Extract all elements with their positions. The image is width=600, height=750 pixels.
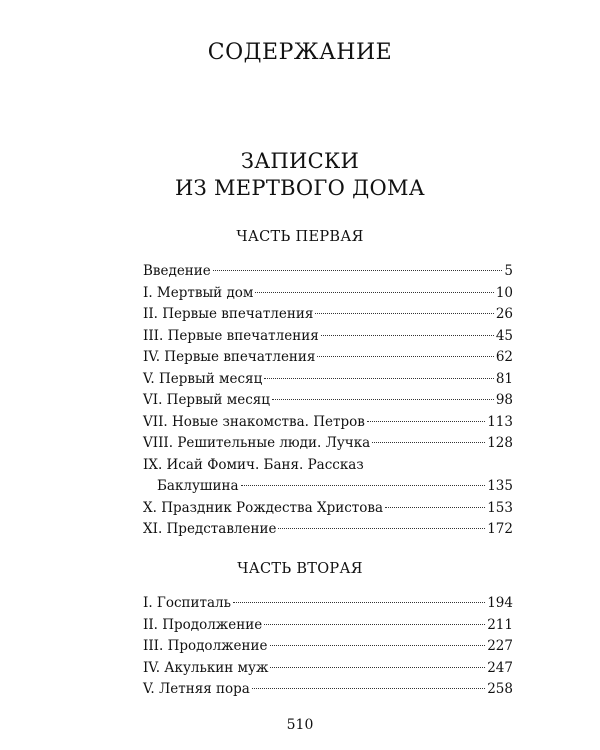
toc-entry-page: 135 — [487, 478, 513, 494]
toc-entry-page: 227 — [487, 638, 513, 654]
dot-leader — [264, 378, 494, 379]
toc-entry-page: 247 — [487, 659, 513, 676]
toc-list — [143, 261, 513, 541]
toc-entry-label: Баклушина — [157, 478, 239, 494]
toc-entry-label: Введение — [143, 263, 211, 279]
toc-entry — [143, 304, 513, 326]
toc-entry-page: 45 — [495, 327, 513, 344]
toc-entry — [143, 679, 513, 701]
toc-entry — [143, 261, 513, 283]
toc-entry-page: 258 — [487, 681, 513, 697]
toc-entry-page: 81 — [495, 370, 513, 387]
work-title-line: ЗАПИСКИ — [240, 149, 360, 173]
toc-entry — [143, 390, 513, 412]
toc-entry-page: 5 — [504, 263, 513, 279]
toc-entry-page: 172 — [487, 521, 513, 537]
page-number: 510 — [286, 717, 314, 733]
dot-leader — [241, 485, 486, 486]
toc-entry-label: IX. Исай Фомич. Баня. Рассказ — [143, 456, 364, 473]
work-title — [0, 148, 600, 202]
toc-entry — [143, 412, 513, 434]
toc-entry-label: V. Первый месяц — [143, 370, 263, 387]
part-heading: ЧАСТЬ ПЕРВАЯ — [236, 229, 364, 245]
toc-entry-label: X. Праздник Рождества Христова — [143, 499, 384, 516]
dot-leader — [270, 645, 486, 646]
page-title: СОДЕРЖАНИЕ — [207, 40, 393, 65]
toc-list — [143, 593, 513, 701]
toc-entry — [143, 593, 513, 615]
toc-entry-label: IV. Первые впечатления — [143, 349, 316, 365]
toc-entry — [143, 433, 513, 455]
toc-entry-label: VII. Новые знакомства. Петров — [143, 413, 365, 430]
toc-entry-label: VIII. Решительные люди. Лучка — [143, 435, 371, 451]
toc-entry-label: III. Продолжение — [143, 638, 268, 654]
dot-leader — [278, 528, 485, 529]
dot-leader — [367, 421, 485, 422]
toc-entry-label: III. Первые впечатления — [143, 327, 319, 344]
dot-leader — [255, 292, 493, 293]
toc-entry-page: 113 — [487, 413, 513, 430]
toc-entry-label: II. Первые впечатления — [143, 306, 314, 322]
toc-entry-page: 194 — [487, 595, 513, 611]
dot-leader — [385, 507, 485, 508]
dot-leader — [321, 335, 494, 336]
toc-entry-label: IV. Акулькин муж — [143, 659, 269, 676]
toc-entry — [143, 455, 513, 477]
toc-entry-label: XI. Представление — [143, 521, 277, 537]
dot-leader — [252, 688, 485, 689]
toc-entry — [143, 369, 513, 391]
toc-entry-page: 153 — [487, 499, 513, 516]
toc-entry-page: 98 — [495, 392, 513, 408]
toc-entry-label: I. Мертвый дом — [143, 284, 254, 301]
toc-entry — [143, 326, 513, 348]
dot-leader — [213, 270, 503, 271]
toc-entry-page: 10 — [495, 284, 513, 301]
dot-leader — [264, 624, 485, 625]
work-title-line: ИЗ МЕРТВОГО ДОМА — [175, 176, 425, 200]
toc-entry — [143, 519, 513, 541]
toc-entry — [143, 347, 513, 369]
toc-entry — [143, 498, 513, 520]
dot-leader — [372, 442, 485, 443]
part-heading: ЧАСТЬ ВТОРАЯ — [237, 561, 363, 577]
toc-entry — [143, 658, 513, 680]
toc-entry-page: 211 — [487, 616, 513, 633]
toc-entry-page: 62 — [495, 349, 513, 365]
dot-leader — [233, 602, 485, 603]
toc-entry-page: 26 — [495, 306, 513, 322]
toc-entry — [143, 615, 513, 637]
toc-entry-continuation — [143, 476, 513, 498]
toc-entry-label: I. Госпиталь — [143, 595, 231, 611]
toc-entry-label: VI. Первый месяц — [143, 392, 270, 408]
toc-entry — [143, 636, 513, 658]
toc-entry-label: V. Летняя пора — [143, 681, 250, 697]
toc-entry — [143, 283, 513, 305]
toc-entry-page: 128 — [487, 435, 513, 451]
dot-leader — [270, 667, 485, 668]
toc-entry-label: II. Продолжение — [143, 616, 263, 633]
dot-leader — [317, 356, 493, 357]
dot-leader — [315, 313, 493, 314]
dot-leader — [272, 399, 494, 400]
